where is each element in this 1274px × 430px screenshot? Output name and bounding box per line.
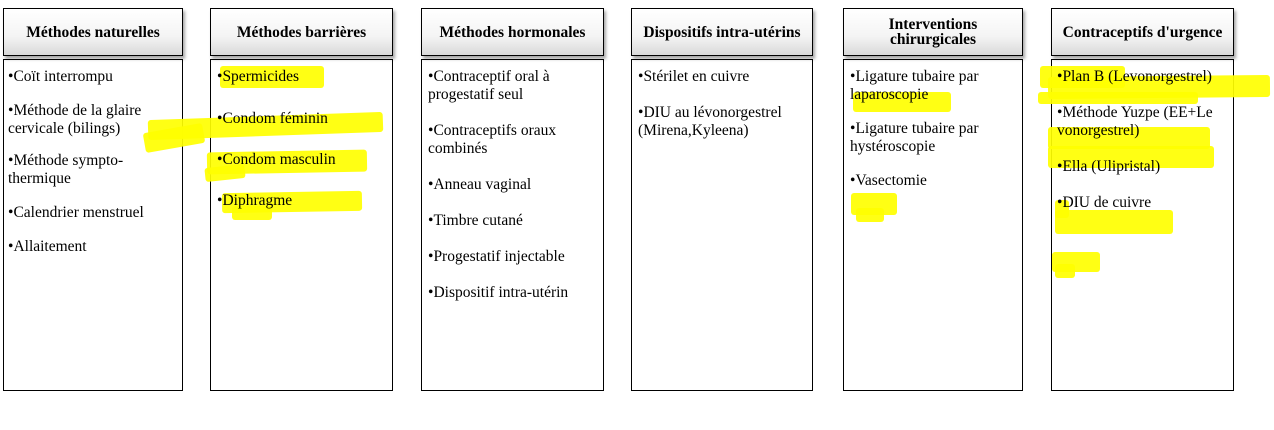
highlight-ella: [1055, 210, 1173, 234]
list-item: •Contraceptif oral à progestatif seul: [428, 68, 550, 103]
list-item: •Progestatif injectable: [428, 248, 565, 265]
list-item: •Méthode sympto-thermique: [8, 152, 124, 187]
column-body: [421, 59, 604, 391]
highlight-diu-cuivre-tail: [1055, 264, 1075, 278]
list-item: •Stérilet en cuivre: [638, 68, 750, 85]
column-contraceptifs-urgence: [1051, 8, 1234, 211]
column-body: [843, 59, 1023, 391]
column-header: Méthodes hormonales: [421, 8, 604, 56]
list-item: •Condom féminin: [217, 110, 328, 127]
column-body: [631, 59, 813, 391]
column-header: Méthodes naturelles: [3, 8, 183, 56]
list-item: •Dispositif intra-utérin: [428, 284, 569, 301]
list-item: •Spermicides: [217, 68, 300, 85]
list-item: •Anneau vaginal: [428, 176, 532, 193]
column-methodes-barrieres: [210, 8, 393, 209]
list-item: •DIU de cuivre: [1057, 194, 1152, 211]
column-body: [210, 59, 393, 391]
list-item: •Diphragme: [217, 192, 293, 209]
column-methodes-hormonales: [421, 8, 604, 301]
list-item: •Ligature tubaire par laparoscopie: [850, 68, 979, 103]
list-item: •Allaitement: [8, 238, 87, 255]
list-item: •Timbre cutané: [428, 212, 523, 229]
list-item: •DIU au lévonorgestrel (Mirena,Kyleena): [638, 104, 782, 139]
column-header: Dispositifs intra-utérins: [631, 8, 813, 56]
column-body: [3, 59, 183, 391]
column-header: Contraceptifs d'urgence: [1051, 8, 1234, 56]
list-item: •Coït interrompu: [8, 68, 113, 85]
list-item: •Contraceptifs oraux combinés: [428, 122, 557, 157]
list-item: •Vasectomie: [850, 172, 927, 189]
column-dispositifs-intra-uterins: [631, 8, 813, 139]
list-item: •Ligature tubaire par hystéroscopie: [850, 120, 979, 155]
list-item: •Méthode de la glaire cervicale (bilings): [8, 102, 142, 137]
list-item: •Plan B (Levonorgestrel): [1057, 68, 1212, 85]
column-interventions-chirurgicales: [843, 8, 1023, 189]
column-header: Méthodes barrières: [210, 8, 393, 56]
list-item: •Calendrier menstruel: [8, 204, 144, 221]
list-item: •Ella (Ulipristal): [1057, 158, 1161, 175]
list-item: •Condom masculin: [217, 151, 336, 168]
highlight-vasectomie-tail: [856, 208, 884, 222]
column-methodes-naturelles: [3, 8, 183, 255]
list-item: •Méthode Yuzpe (EE+Levonorgestrel): [1057, 104, 1213, 139]
column-header: Interventions chirurgicales: [843, 8, 1023, 56]
